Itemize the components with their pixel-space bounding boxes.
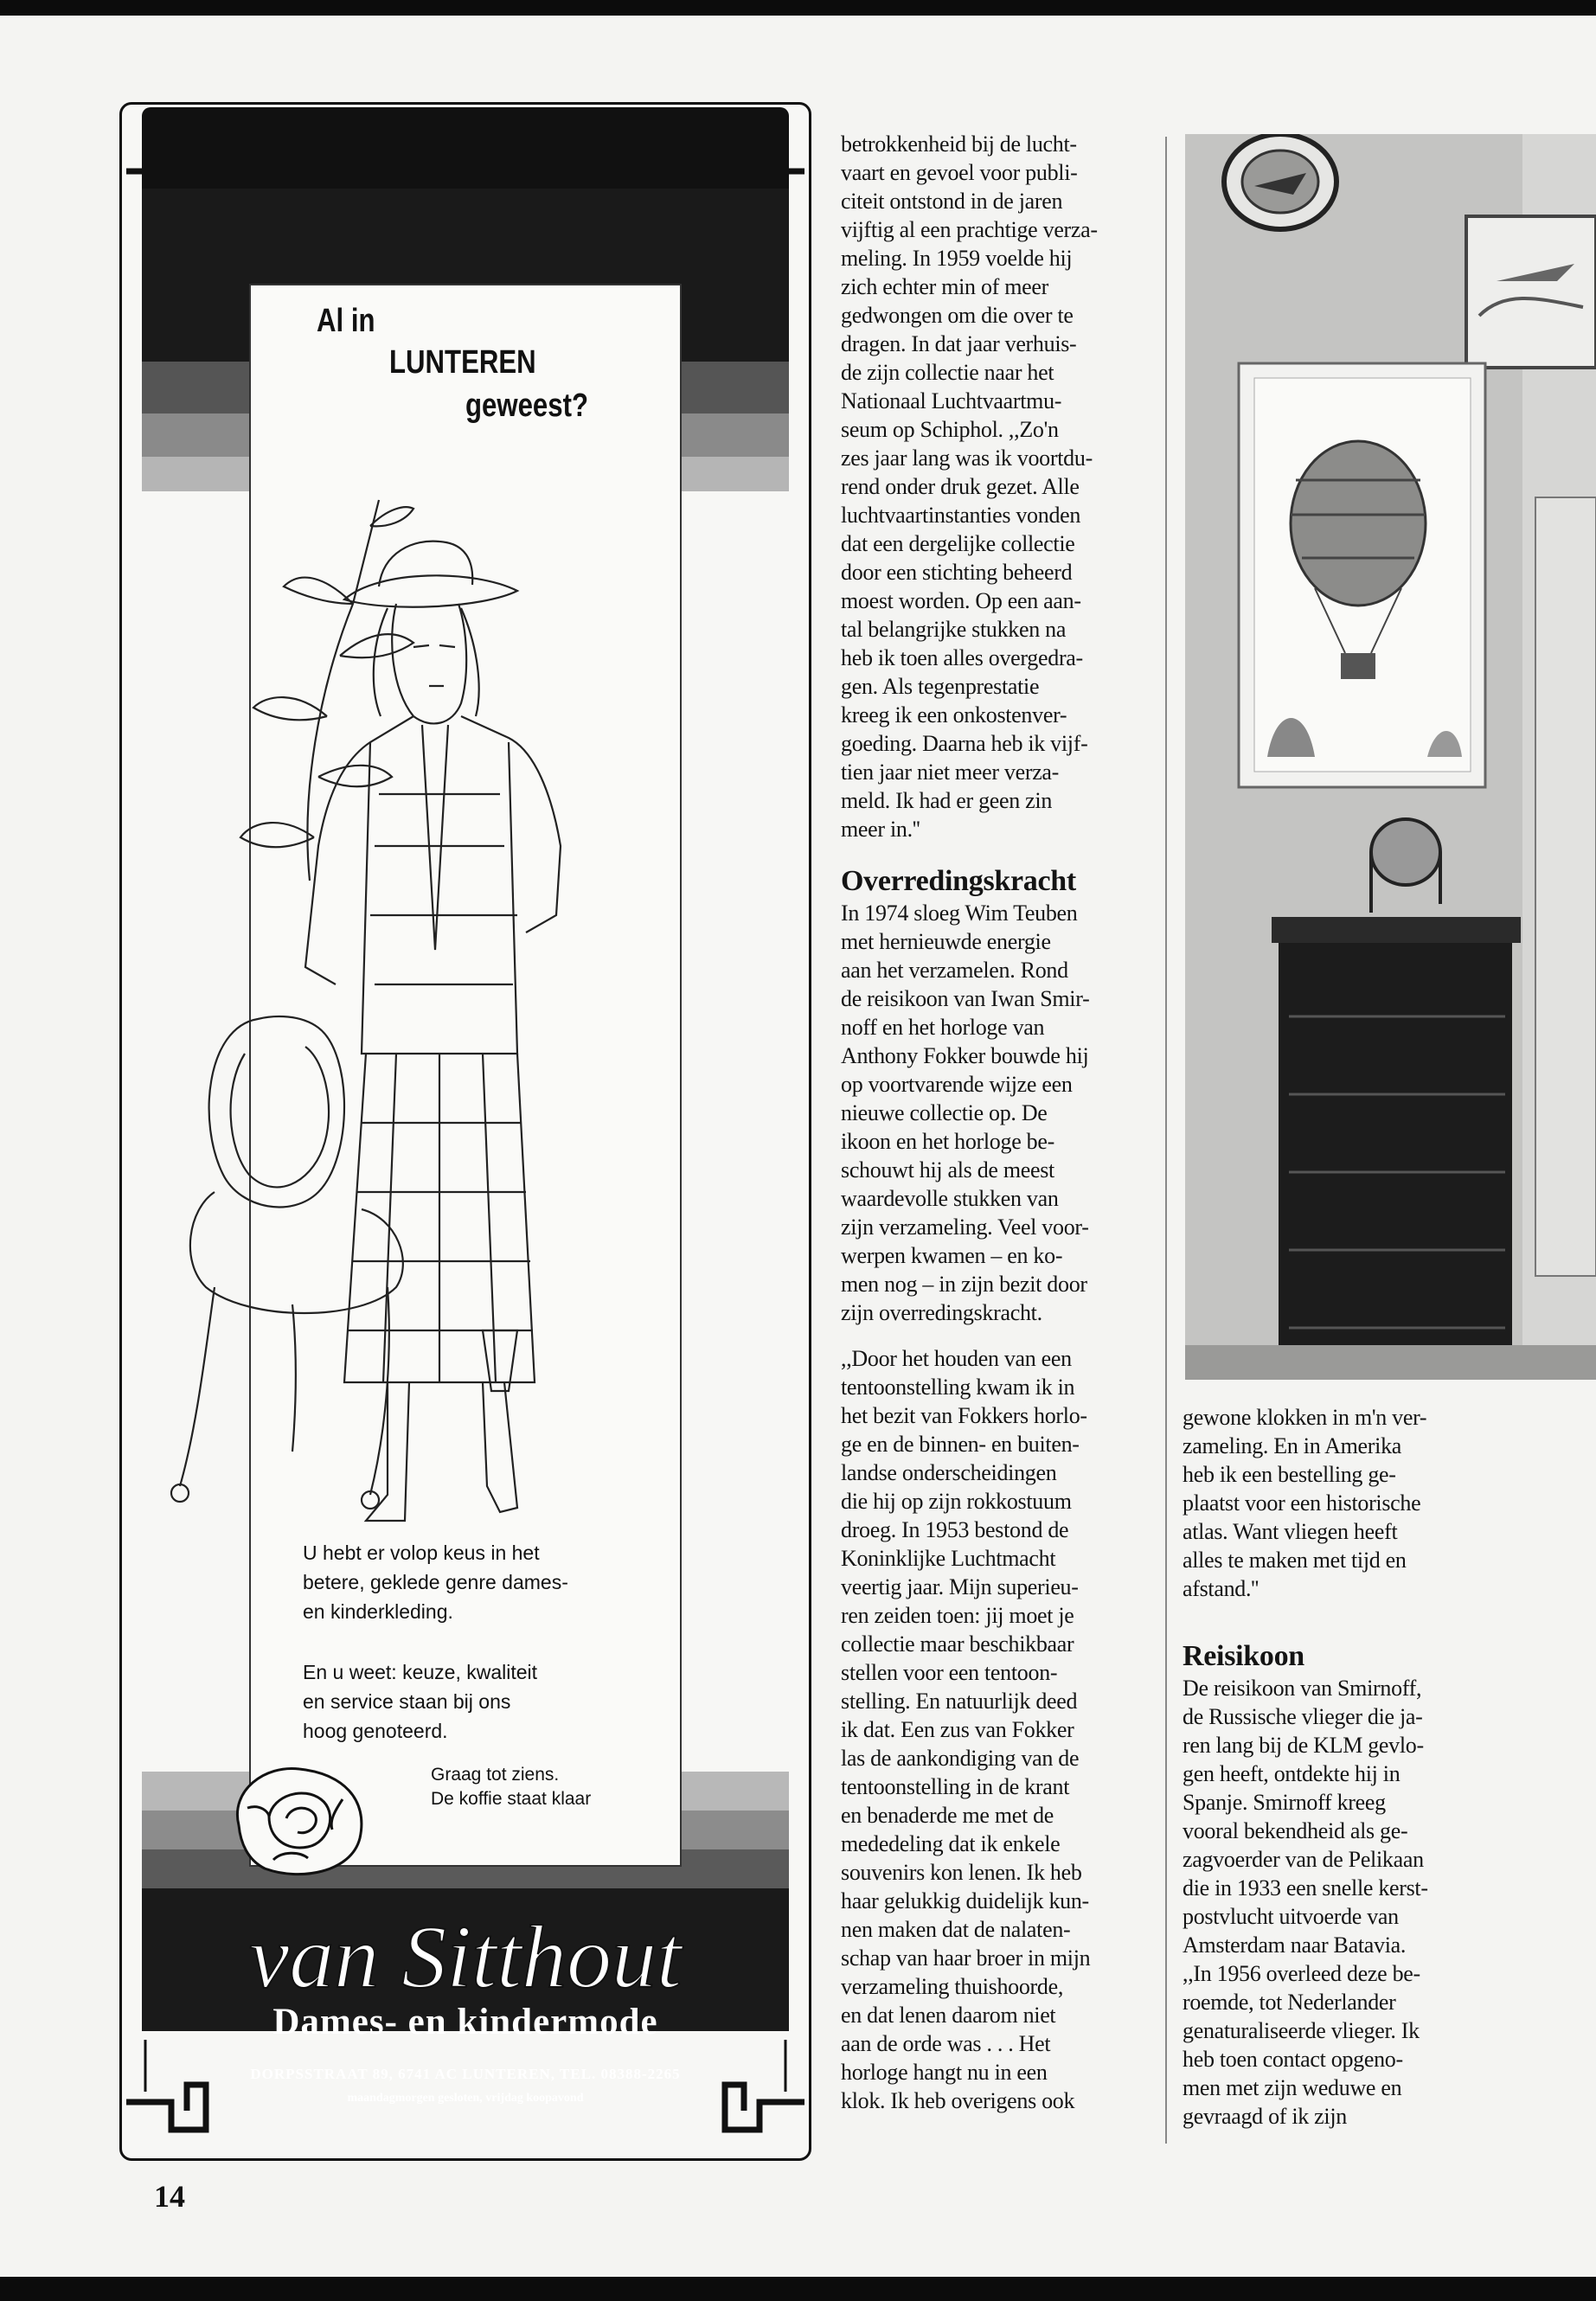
text-line: postvlucht uitvoerde van: [1183, 1904, 1399, 1929]
text-line: rend onder druk gezet. Alle: [841, 474, 1080, 499]
ad-headline-line-3: geweest?: [465, 388, 589, 424]
text-line: aan de orde was . . . Het: [841, 2031, 1051, 2056]
article-paragraph: [1183, 1674, 1494, 2131]
text-line: gedwongen om die over te: [841, 303, 1074, 328]
text-line: nieuwe collectie op. De: [841, 1100, 1048, 1125]
ad-body-1: [303, 1538, 623, 1626]
text-line: en dat lenen daarom niet: [841, 2003, 1056, 2028]
text-line: heb ik toen alles overgedra-: [841, 645, 1083, 670]
text-line: luchtvaartinstanties vonden: [841, 503, 1081, 528]
text-line: meling. In 1959 voelde hij: [841, 246, 1073, 271]
top-border: [0, 0, 1596, 16]
text-line: ikoon en het horloge be-: [841, 1129, 1054, 1154]
text-line: ik dat. Een zus van Fokker: [841, 1717, 1074, 1742]
text-line: tentoonstelling in de krant: [841, 1774, 1070, 1799]
text-line: vijftig al een prachtige verza-: [841, 217, 1098, 242]
text-line: schouwt hij als de meest: [841, 1157, 1054, 1183]
ad-body-2-line: en service staan bij ons: [303, 1690, 511, 1713]
column-divider: [1165, 137, 1167, 2144]
text-line: dat een dergelijke collectie: [841, 531, 1075, 556]
bottom-border: [0, 2277, 1596, 2301]
text-line: betrokkenheid bij de lucht-: [841, 131, 1077, 157]
text-line: met hernieuwde energie: [841, 929, 1051, 954]
text-line: gen heeft, ontdekte hij in: [1183, 1761, 1401, 1786]
advertisement: [119, 102, 811, 2161]
article-paragraph: [841, 130, 1161, 843]
text-line: meer in.'': [841, 817, 920, 842]
text-line: kreeg ik een onkostenver-: [841, 702, 1067, 727]
text-line: men nog – in zijn bezit door: [841, 1272, 1087, 1297]
text-line: roemde, tot Nederlander: [1183, 1990, 1396, 2015]
section-heading-overredingskracht: Overredingskracht: [841, 865, 1076, 897]
text-line: moest worden. Op een aan-: [841, 588, 1081, 613]
text-line: ,,In 1956 overleed deze be-: [1183, 1961, 1420, 1986]
text-line: collectie maar beschikbaar: [841, 1631, 1074, 1657]
text-line: landse onderscheidingen: [841, 1460, 1057, 1485]
text-line: ren lang bij de KLM gevlo-: [1183, 1733, 1424, 1758]
text-line: en benaderde me met de: [841, 1803, 1054, 1828]
article-column-2: [841, 130, 1161, 2115]
text-line: genaturaliseerde vlieger. Ik: [1183, 2018, 1420, 2043]
ad-headline-line-1: Al in: [317, 303, 375, 339]
text-line: zagvoerder van de Pelikaan: [1183, 1847, 1424, 1872]
article-paragraph: [841, 1344, 1161, 2115]
text-line: vooral bekendheid als ge-: [1183, 1818, 1408, 1843]
text-line: schap van haar broer in mijn: [841, 1945, 1091, 1971]
text-line: zijn overredingskracht.: [841, 1300, 1042, 1325]
ad-body-1-line: en kinderkleding.: [303, 1600, 453, 1623]
text-line: gen. Als tegenprestatie: [841, 674, 1040, 699]
text-line: citeit ontstond in de jaren: [841, 189, 1063, 214]
text-line: Spanje. Smirnoff kreeg: [1183, 1790, 1386, 1815]
text-line: verzameling thuishoorde,: [841, 1974, 1064, 1999]
text-line: heb ik een bestelling ge-: [1183, 1462, 1396, 1487]
fashion-illustration: [154, 431, 777, 1642]
text-line: In 1974 sloeg Wim Teuben: [841, 901, 1078, 926]
text-line: zich echter min of meer: [841, 274, 1048, 299]
text-line: zes jaar lang was ik voortdu-: [841, 445, 1093, 471]
ad-signoff-line: De koffie staat klaar: [431, 1789, 592, 1809]
interior-photo: [1185, 134, 1596, 1380]
text-line: veertig jaar. Mijn superieu-: [841, 1574, 1079, 1599]
text-line: werpen kwamen – en ko-: [841, 1243, 1063, 1268]
text-line: mededeling dat ik enkele: [841, 1831, 1061, 1856]
text-line: noff en het horloge van: [841, 1015, 1045, 1040]
text-line: Nationaal Luchtvaartmu-: [841, 388, 1062, 413]
text-line: dragen. In dat jaar verhuis-: [841, 331, 1077, 356]
text-line: aan het verzamelen. Rond: [841, 958, 1068, 983]
text-line: gewone klokken in m'n ver-: [1183, 1405, 1427, 1430]
text-line: alles te maken met tijd en: [1183, 1548, 1407, 1573]
ad-body-2: [303, 1657, 623, 1746]
text-line: atlas. Want vliegen heeft: [1183, 1519, 1398, 1544]
rose-icon: [221, 1756, 377, 1886]
brand-tagline: Dames- en kindermode: [272, 2002, 658, 2042]
text-line: de Russische vlieger die ja-: [1183, 1704, 1423, 1729]
text-line: stellen voor een tentoon-: [841, 1660, 1058, 1685]
text-line: droeg. In 1953 bestond de: [841, 1517, 1069, 1542]
text-line: klok. Ik heb overigens ook: [841, 2088, 1075, 2113]
ad-body-2-line: hoog genoteerd.: [303, 1720, 448, 1742]
text-line: gevraagd of ik zijn: [1183, 2104, 1347, 2129]
article-paragraph: [1183, 1403, 1494, 1603]
text-line: het bezit van Fokkers horlo-: [841, 1403, 1087, 1428]
text-line: vaart en gevoel voor publi-: [841, 160, 1078, 185]
text-line: seum op Schiphol. ,,Zo'n: [841, 417, 1059, 442]
brand-name: van Sitthout: [249, 1907, 682, 2007]
interior-photo-drawing: [1185, 134, 1596, 1380]
text-line: goeding. Daarna heb ik vijf-: [841, 731, 1088, 756]
text-line: tentoonstelling kwam ik in: [841, 1375, 1075, 1400]
text-line: stelling. En natuurlijk deed: [841, 1689, 1078, 1714]
article-paragraph: [841, 899, 1161, 1327]
text-line: de zijn collectie naar het: [841, 360, 1054, 385]
text-line: tien jaar niet meer verza-: [841, 760, 1060, 785]
ad-body-1-line: U hebt er volop keus in het: [303, 1541, 540, 1564]
text-line: tal belangrijke stukken na: [841, 617, 1067, 642]
ad-body-1-line: betere, geklede genre dames-: [303, 1571, 568, 1593]
ad-body-2-line: En u weet: keuze, kwaliteit: [303, 1661, 538, 1683]
text-line: Koninklijke Luchtmacht: [841, 1546, 1056, 1571]
ad-signoff: [431, 1763, 591, 1811]
text-line: ,,Door het houden van een: [841, 1346, 1072, 1371]
text-line: plaatst voor een historische: [1183, 1490, 1421, 1516]
text-line: die in 1933 een snelle kerst-: [1183, 1875, 1428, 1900]
text-line: Amsterdam naar Batavia.: [1183, 1932, 1407, 1958]
text-line: zameling. En in Amerika: [1183, 1433, 1402, 1458]
text-line: afstand.'': [1183, 1576, 1259, 1601]
text-line: op voortvarende wijze een: [841, 1072, 1073, 1097]
page-number: 14: [154, 2179, 185, 2214]
article-column-3: [1183, 1403, 1494, 2131]
text-line: waardevolle stukken van: [841, 1186, 1059, 1211]
text-line: nen maken dat de nalaten-: [841, 1917, 1071, 1942]
text-line: souvenirs kon lenen. Ik heb: [841, 1860, 1082, 1885]
text-line: las de aankondiging van de: [841, 1746, 1080, 1771]
text-line: horloge hangt nu in een: [841, 2060, 1048, 2085]
text-line: heb toen contact opgeno-: [1183, 2047, 1403, 2072]
text-line: men met zijn weduwe en: [1183, 2075, 1402, 2100]
text-line: zijn verzameling. Veel voor-: [841, 1215, 1089, 1240]
text-line: ge en de binnen- en buiten-: [841, 1432, 1080, 1457]
text-line: meld. Ik had er geen zin: [841, 788, 1053, 813]
ad-hours: maandagmorgen gesloten, vrijdag koopavond: [347, 2092, 584, 2105]
text-line: ren zeiden toen: jij moet je: [841, 1603, 1074, 1628]
text-line: door een stichting beheerd: [841, 560, 1073, 585]
ad-headline-line-2: LUNTEREN: [389, 344, 536, 381]
text-line: De reisikoon van Smirnoff,: [1183, 1676, 1422, 1701]
text-line: haar gelukkig duidelijk kun-: [841, 1888, 1089, 1913]
text-line: die hij op zijn rokkostuum: [841, 1489, 1072, 1514]
ad-signoff-line: Graag tot ziens.: [431, 1765, 560, 1785]
text-line: Anthony Fokker bouwde hij: [841, 1043, 1089, 1068]
ad-bottom-ornament: [119, 2040, 811, 2161]
ad-address: DORPSSTRAAT 89, 6741 AC LUNTEREN, TEL. 08388-2265: [250, 2066, 681, 2082]
section-heading-reisikoon: Reisikoon: [1183, 1640, 1304, 1672]
text-line: de reisikoon van Iwan Smir-: [841, 986, 1090, 1011]
